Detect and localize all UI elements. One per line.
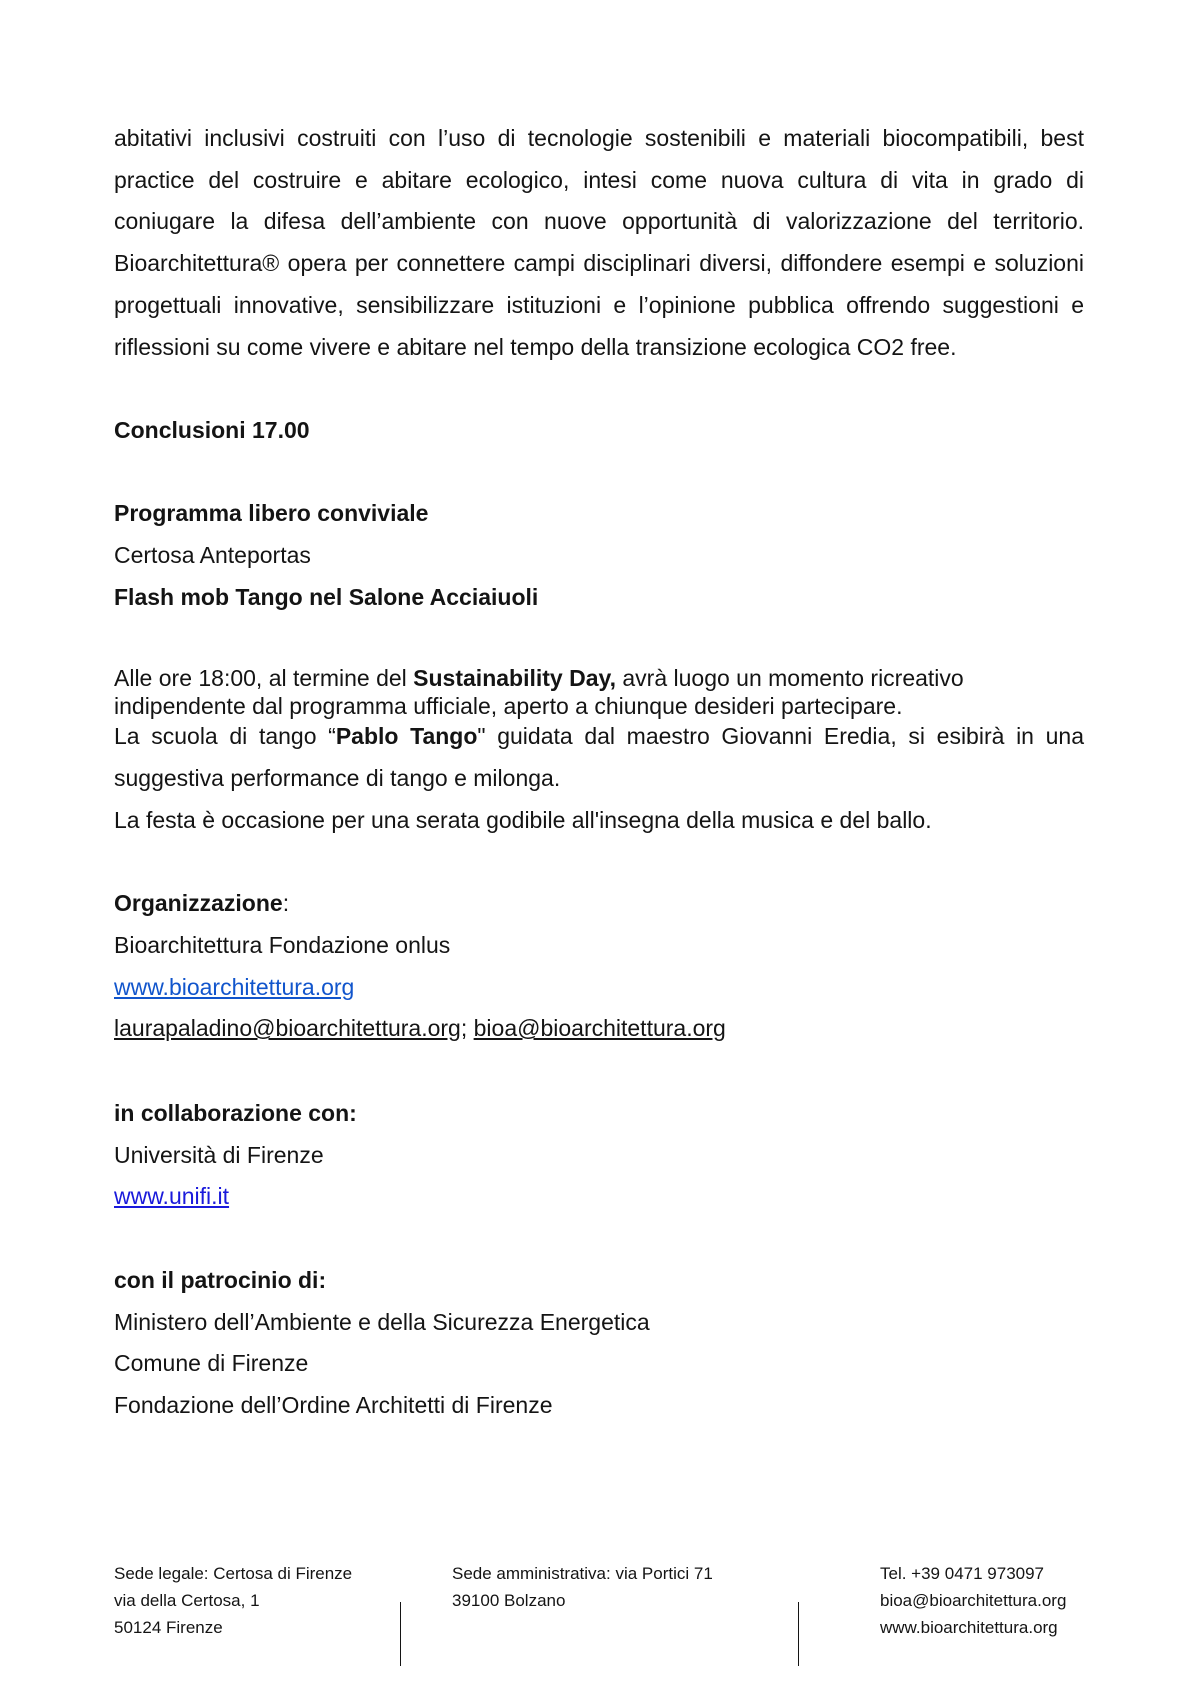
patronage-item: Ministero dell’Ambiente e della Sicurezza Energetica: [114, 1308, 650, 1335]
patronage-heading: con il patrocinio di:: [114, 1266, 327, 1293]
patronage-item: Fondazione dell’Ordine Architetti di Firenze: [114, 1391, 553, 1418]
document-body: abitativi inclusivi costruiti con l’uso di tecnologie sostenibili e materiali biocompatibili, best practice del costruire e abitare ecologico, intesi come nuova cultura di vita in grado di coniugare la difesa dell’ambiente con nuove opportunità di valorizzazione del territorio. Bioarchitettura® opera per connettere campi disciplinari diversi, diffondere esempi e soluzioni progettuali innovative, sensibilizzare istituzioni e l’opinione pubblica offrendo suggestioni e riflessioni su come vivere e abitare nel tempo della transizione ecologica CO2 free. Conclusioni 17.00 Programma libero conviviale Certosa Anteportas Flash mob Tango nel Salone Acciaiuoli Alle ore 18:00, al termine del Sustainability Day, avrà luogo un momento ricreativo indipendente dal programma ufficiale, aperto a chiunque desideri partecipare. La scuola di tango “Pablo Tango" guidata dal maestro Giovanni Eredia, si esibirà in una suggestiva performance di tango e milonga. La festa è occasione per una serata godibile all'insegna della musica e del ballo. Organizzazione: Bioarchitettura Fondazione onlus www.bioarchitettura.org laurapaladino@bioarchitettura.org; bioa@bioarchitettura.org in collaborazione con: Università di Firenze www.unifi.it con il patrocinio di: Ministero dell’Ambiente e della Sicurezza Energetica Comune di Firenze Fondazione dell’Ordine Architetti di Firenze: [114, 118, 1084, 1427]
intro-paragraph: abitativi inclusivi costruiti con l’uso di tecnologie sostenibili e materiali biocompatibili, best practice del costruire e abitare ecologico, intesi come nuova cultura di vita in grado di coniugare la difesa dell’ambiente con nuove opportunità di valorizzazione del territorio. Bioarchitettura® opera per connettere campi disciplinari diversi, diffondere esempi e soluzioni progettuali innovative, sensibilizzare istituzioni e l’opinione pubblica offrendo suggestioni e riflessioni su come vivere e abitare nel tempo della transizione ecologica CO2 free.: [114, 125, 1084, 360]
collaboration-name: Università di Firenze: [114, 1141, 324, 1168]
patronage-item: Comune di Firenze: [114, 1350, 309, 1377]
event-performance: La scuola di tango “Pablo Tango" guidata dal maestro Giovanni Eredia, si esibirà in una suggestiva performance di tango e milonga.: [114, 723, 1085, 792]
collaboration-heading: in collaborazione con:: [114, 1100, 357, 1127]
footer-admin-address: Sede amministrativa: via Portici 71 39100 Bolzano: [452, 1564, 713, 1610]
pablo-tango: Pablo Tango: [335, 723, 478, 750]
footer-divider: [798, 1602, 799, 1666]
flashmob-heading: Flash mob Tango nel Salone Acciaiuoli: [114, 583, 539, 610]
organization-email-link-1[interactable]: laurapaladino@bioarchitettura.org: [114, 1015, 461, 1042]
conclusions-heading: Conclusioni 17.00: [114, 416, 310, 443]
footer-divider: [400, 1602, 401, 1666]
organization-email-link-2[interactable]: bioa@bioarchitettura.org: [473, 1015, 726, 1042]
footer-contacts: Tel. +39 0471 973097 bioa@bioarchitettura.org www.bioarchitettura.org: [880, 1564, 1067, 1637]
footer-legal-address: Sede legale: Certosa di Firenze via della Certosa, 1 50124 Firenze: [114, 1564, 353, 1637]
event-intro: Alle ore 18:00, al termine del Sustainability Day, avrà luogo un momento ricreativo indipendente dal programma ufficiale, aperto a chiunque desideri partecipare.: [114, 665, 964, 720]
organization-heading: Organizzazione:: [114, 890, 290, 917]
page-footer: [0, 1560, 1190, 1670]
collaboration-website-link[interactable]: www.unifi.it: [114, 1183, 230, 1210]
program-venue: Certosa Anteportas: [114, 542, 311, 568]
sustainability-day: Sustainability Day,: [413, 665, 616, 692]
event-party: La festa è occasione per una serata godibile all'insegna della musica e del ballo.: [114, 806, 932, 833]
organization-name: Bioarchitettura Fondazione onlus: [114, 931, 451, 958]
organization-website-link[interactable]: www.bioarchitettura.org: [114, 973, 355, 1000]
program-heading: Programma libero conviviale: [114, 500, 429, 527]
